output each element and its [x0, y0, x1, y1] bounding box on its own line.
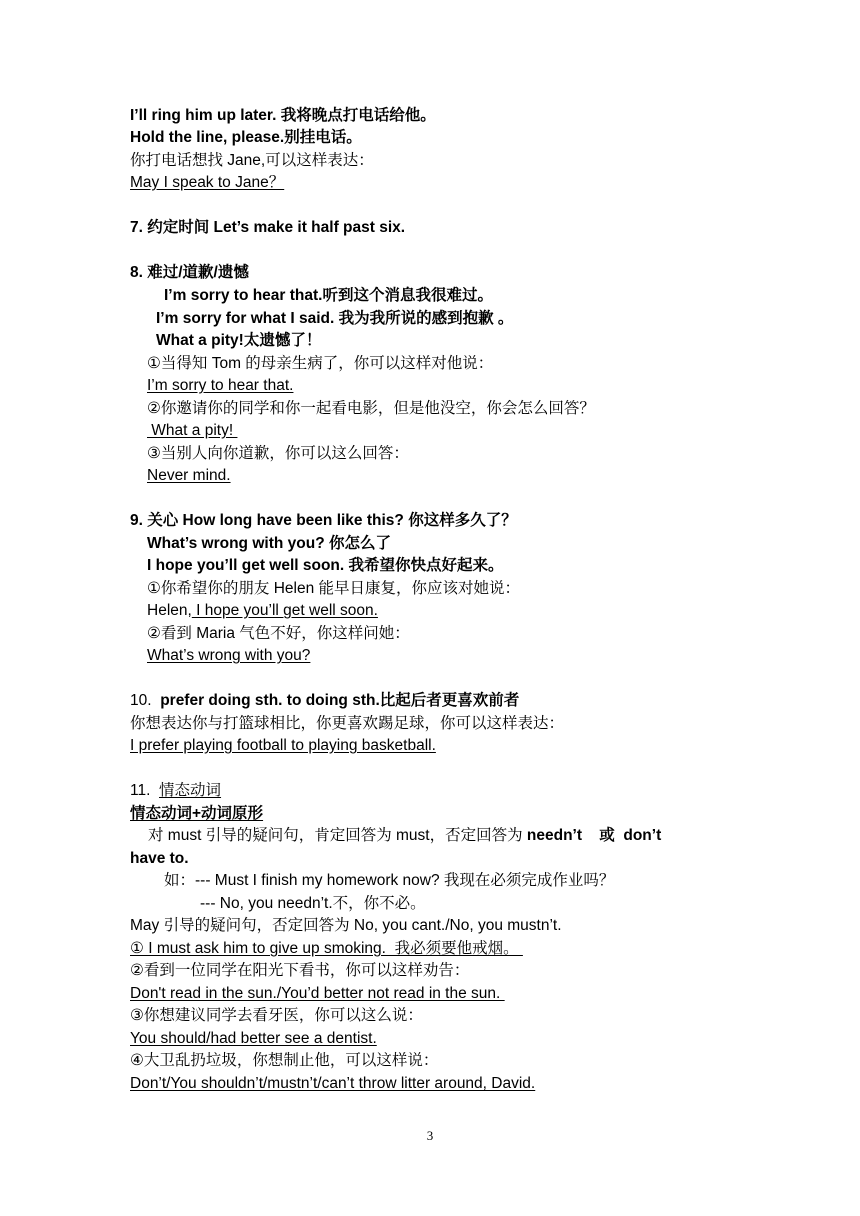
answer-text: I hope you’ll get well soon. — [191, 602, 378, 619]
phrase-hold-line — [130, 127, 362, 149]
phrase-zh: 比起后者更喜欢前者 — [379, 692, 520, 709]
question-prompt: ③当别人向你道歉，你可以这么回答： — [147, 445, 409, 462]
answer-line: Don't read in the sun./You’d better not read in the sun. — [130, 985, 505, 1002]
grammar-rule: 情态动词+动词原形 — [130, 805, 264, 822]
answer-line: May I speak to Jane？ — [130, 174, 285, 191]
section-heading-7: 7. 约定时间 Let’s make it half past six. — [130, 219, 406, 236]
phrase-zh: 我希望你快点好起来。 — [348, 557, 504, 574]
answer-line: Don’t/You shouldn’t/mustn’t/can’t throw litter around, David. — [130, 1075, 536, 1092]
explanation-bold: needn’t 或 don’t — [526, 827, 662, 844]
section-heading-10 — [130, 690, 519, 712]
phrase-zh: 你这样多久了？ — [408, 512, 517, 529]
phrase-zh: 我将晚点打电话给他。 — [280, 107, 436, 124]
question-prompt: 你想表达你与打篮球相比，你更喜欢踢足球，你可以这样表达： — [130, 715, 565, 732]
phrase-get-well — [147, 555, 504, 577]
answer-line: What a pity! — [147, 422, 238, 439]
phrase-en: I hope you’ll get well soon. — [147, 557, 345, 574]
phrase-en: I’m sorry for what I said. — [156, 310, 335, 327]
answer-line: I prefer playing football to playing basketball. — [130, 737, 436, 754]
phrase-zh: 我为我所说的感到抱歉 。 — [338, 310, 514, 327]
section-heading-11 — [130, 780, 221, 802]
answer-line: Never mind. — [147, 467, 231, 484]
phrase-pity — [156, 330, 321, 352]
phrase-whats-wrong — [147, 533, 391, 555]
answer-line: What’s wrong with you? — [147, 647, 311, 664]
grammar-explanation — [148, 825, 661, 847]
answer-prefix: Helen, — [147, 602, 192, 619]
phrase-zh: 听到这个消息我很难过。 — [322, 287, 493, 304]
section-title: 情态动词 — [159, 782, 222, 799]
question-prompt: ③你想建议同学去看牙医，你可以这么说： — [130, 1007, 423, 1024]
explanation-text: 对 must 引导的疑问句，肯定回答为 must，否定回答为 — [148, 827, 527, 844]
question-prompt: ②看到 Maria 气色不好，你这样问她： — [147, 625, 410, 642]
phrase-sorry-hear — [164, 285, 493, 307]
grammar-explanation: May 引导的疑问句，否定回答为 No, you cant./No, you mustn’t. — [130, 917, 562, 934]
phrase-en: What’s wrong with you? — [147, 535, 325, 552]
section-heading-9 — [130, 510, 517, 532]
phrase-en: 9. 关心 How long have been like this? — [130, 512, 404, 529]
example-question: 如：--- Must I finish my homework now? 我现在必须完成作业吗？ — [164, 872, 615, 889]
grammar-explanation-cont: have to. — [130, 850, 189, 867]
page-number: 3 — [426, 1128, 434, 1143]
answer-line: You should/had better see a dentist. — [130, 1030, 377, 1047]
example-answer: --- No, you needn’t.不，你不必。 — [200, 895, 426, 912]
answer-line: I’m sorry to hear that. — [147, 377, 294, 394]
question-prompt: ②你邀请你的同学和你一起看电影，但是他没空，你会怎么回答？ — [147, 400, 595, 417]
question-prompt: ④大卫乱扔垃圾，你想制止他，可以这样说： — [130, 1052, 439, 1069]
phrase-en: I’m sorry to hear that. — [164, 287, 323, 304]
phrase-en: What a pity! — [156, 332, 244, 349]
phrase-sorry-said — [156, 308, 513, 330]
question-prompt: ②看到一位同学在阳光下看书，你可以这样劝告： — [130, 962, 470, 979]
phrase-en: I’ll ring him up later. — [130, 107, 277, 124]
section-number: 10. — [130, 692, 152, 709]
question-prompt: 你打电话想找 Jane,可以这样表达： — [130, 152, 374, 169]
section-number: 11. — [130, 782, 151, 799]
phrase-zh: 别挂电话。 — [284, 129, 362, 146]
phrase-zh: 太遗憾了！ — [243, 332, 322, 349]
section-heading-8: 8. 难过/道歉/遗憾 — [130, 264, 249, 281]
question-prompt: ①你希望你的朋友 Helen 能早日康复，你应该对她说： — [147, 580, 521, 597]
answer-line — [147, 600, 378, 622]
question-prompt: ①当得知 Tom 的母亲生病了，你可以这样对他说： — [147, 355, 494, 372]
phrase-en: prefer doing sth. to doing sth. — [160, 692, 380, 709]
example-line: ① I must ask him to give up smoking. 我必须要他戒烟。 — [130, 940, 523, 957]
phrase-zh: 你怎么了 — [328, 535, 391, 552]
phrase-en: Hold the line, please. — [130, 129, 285, 146]
phrase-ring-up — [130, 105, 436, 127]
